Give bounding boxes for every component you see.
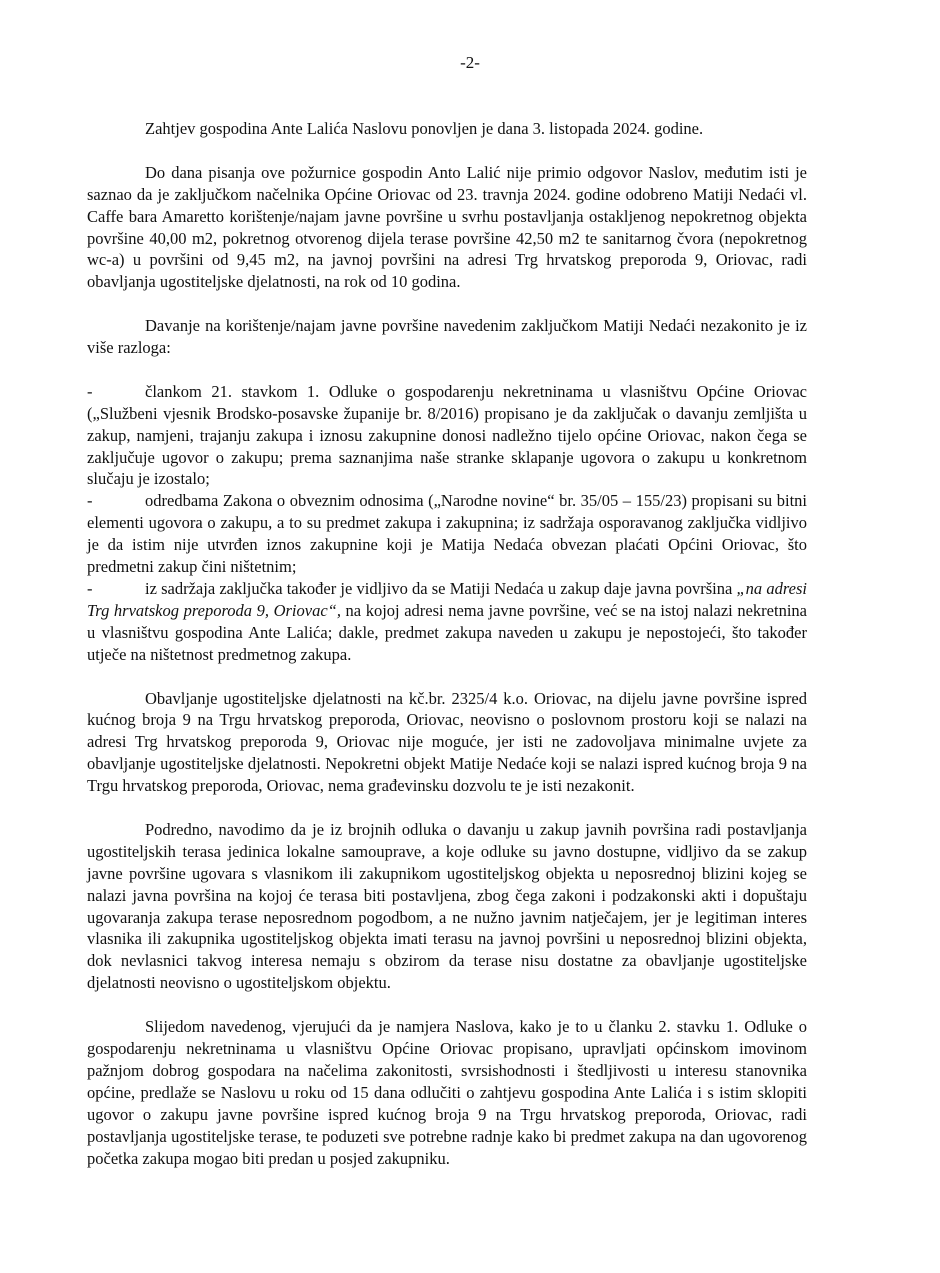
list-item-text: člankom 21. stavkom 1. Odluke o gospodarenju nekretninama u vlasništvu Općine Oriovac („Službeni vjesnik Brodsko-posavske županije br. 8/2016) propisano je da zaključak o davanju zemljišta u zakup, namjeni, trajanju zakupa i iznosu zakupnine donosi nadležno tijelo općine Oriovac, nakon čega se zaključuje ugovor o zakupu; prema saznanjima naše stranke sklapanje ugovora o zakupu u konkretnom slučaju je izostalo; [87,381,807,489]
list-item-text: iz sadržaja zaključka također je vidljivo da se Matiji Nedaća u zakup daje javna površina [145,578,737,598]
list-marker: - [87,491,93,511]
address-quote: „na adresi Trg hrvatskog preporoda 9, Oriovac“, [87,578,807,620]
reasons-list [87,381,807,666]
paragraph-illegal-reasons-intro: Davanje na korištenje/najam javne površine navedenim zaključkom Matiji Nedaći nezakonito je iz više razloga: [87,316,807,358]
list-item [87,490,807,578]
list-item [87,381,807,491]
list-item-text: odredbama Zakona o obveznim odnosima („Narodne novine“ br. 35/05 – 155/23) propisani su bitni elementi ugovora o zakupu, a to su predmet zakupa i zakupnina; iz sadržaja osporavanog zaključka vidljivo je da istim nije utvrđen iznos zakupnine koji je Matija Nedaća obvezan plaćati Općini Oriovac, što predmetni zakup čini ništetnim; [87,491,807,577]
list-item [87,578,807,666]
paragraph-proposal: Slijedom navedenog, vjerujući da je namjera Naslova, kako je to u članku 2. stavku 1. Odluke o gospodarenju nekretninama u vlasništvu Općine Oriovac propisano, upravljati općinskom imovinom pažnjom dobrog gospodara na načelima zakonitosti, svrsishodnosti i štedljivosti u interesu stanovnika općine, predlaže se Naslovu u roku od 15 dana odlučiti o zahtjevu gospodina Ante Lalića i s istim sklopiti ugovor o zakupu javne površine ispred kućnog broja 9 na Trgu hrvatskog preporoda, Oriovac, radi postavljanja ugostiteljske terase, te poduzeti sve potrebne radnje kako bi predmet zakupa na dan ugovorenog početka zakupa mogao biti predan u posjed zakupniku. [87,1017,807,1168]
paragraph-public-space-leases: Podredno, navodimo da je iz brojnih odluka o davanju u zakup javnih površina radi postavljanja ugostiteljskih terasa jedinica lokalne samouprave, a koje odluke su javno dostupne, vidljivo da se zakup javne površine ugovara s vlasnikom ili zakupnikom ugostiteljskog objekta u neposrednoj blizini kojeg se nalazi javna površina na kojoj će terasa biti postavljena, zbog čega zakoni i podzakonski akti i dopuštaju ugovaranja zakupa terase neposrednom pogodbom, a ne nužno javnim natječajem, jer je legitiman interes vlasnika ili zakupnika ugostiteljskog objekta imati terasu na javnoj površini u neposrednoj blizini objekta, dok nevlasnici takvog interesa nemaju s obzirom da terase nisu dostatne za obavljanje ugostiteljske djelatnosti neovisno o ugostiteljskom objektu. [87,819,807,993]
list-marker: - [87,381,93,401]
list-marker: - [87,578,93,598]
page-number: -2- [460,53,480,72]
paragraph-no-response: Do dana pisanja ove požurnice gospodin Anto Lalić nije primio odgovor Naslov, međutim isti je saznao da je zaključkom načelnika Općine Oriovac od 23. travnja 2024. godine odobreno Matiji Nedaći vl. Caffe bara Amaretto korištenje/najam javne površine u svrhu postavljanja ostakljenog nepokretnog objekta površine 40,00 m2, pokretnog otvorenog dijela terase površine 42,50 m2 te sanitarnog čvora (nepokretnog wc-a) u površini od 9,45 m2, na javnoj površini na adresi Trg hrvatskog preporoda 9, Oriovac, radi obavljanja ugostiteljske djelatnosti, na rok od 10 godina. [87,162,807,292]
list-item-text: na kojoj adresi nema javne površine, već se na istoj nalazi nekretnina u vlasništvu gospodina Ante Lalića; dakle, predmet zakupa naveden u zakupu je nepostojeći, što također utječe na ništetnost predmetnog zakupa. [87,600,807,664]
paragraph-business-location: Obavljanje ugostiteljske djelatnosti na kč.br. 2325/4 k.o. Oriovac, na dijelu javne površine ispred kućnog broja 9 na Trgu hrvatskog preporoda, Oriovac, neovisno o poslovnom prostoru koji se nalazi na adresi Trg hrvatskog preporoda 9, Oriovac nije moguće, jer isti ne zadovoljava minimalne uvjete za obavljanje ugostiteljske djelatnosti. Nepokretni objekt Matije Nedaće koji se nalazi ispred kućnog broja 9 na Trgu hrvatskog preporoda, Oriovac, nema građevinsku dozvolu te je isti nezakonit. [87,688,807,796]
paragraph-request-repeated: Zahtjev gospodina Ante Lalića Naslovu ponovljen je dana 3. listopada 2024. godine. [145,119,704,138]
letter-body [87,118,807,1169]
